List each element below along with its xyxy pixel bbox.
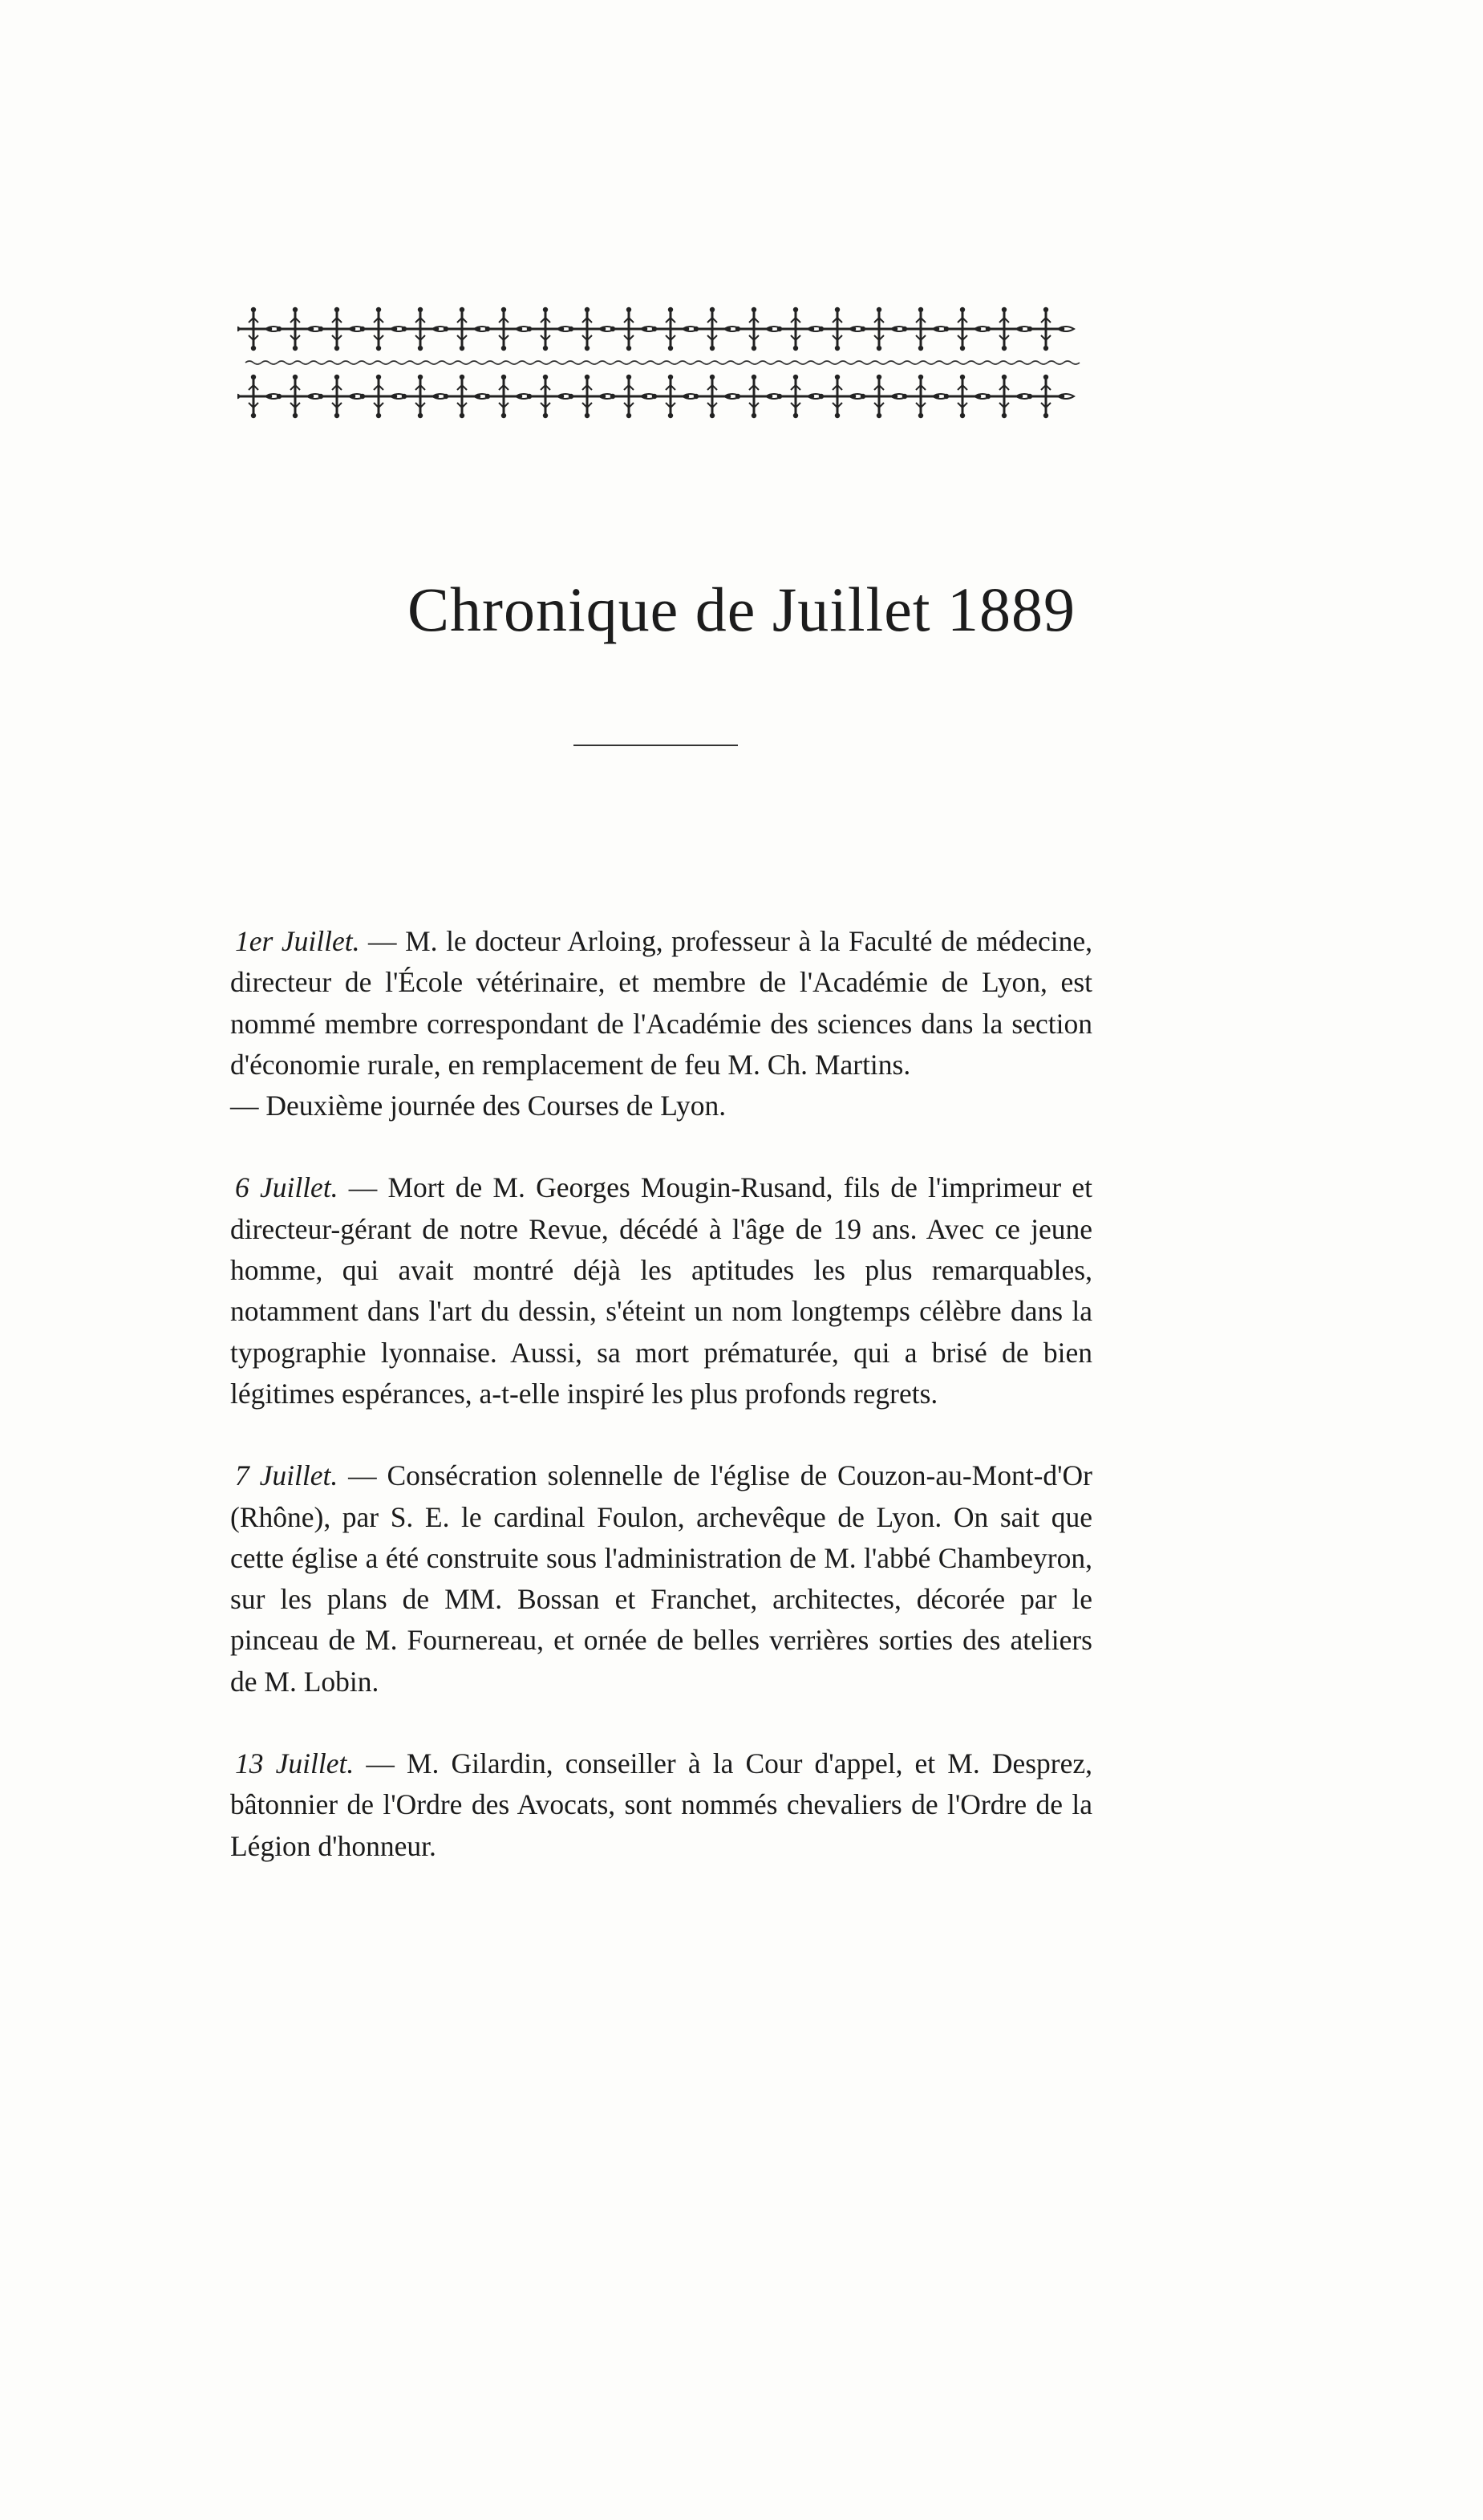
entry-date: 6 Juillet. [235,1171,338,1204]
chronicle-body [230,921,1092,1867]
entry-text: — M. le docteur Arloing, professeur à la Faculté de médecine, directeur de l'École vétérinaire, et membre de l'Académie de Lyon, est nommé membre correspondant de l'Académie des sciences dans la section d'économie rurale, en remplacement de feu M. Ch. Martins. [230,925,1093,1081]
entry-6-juillet [230,1167,1092,1414]
entry-text: — Mort de M. Georges Mougin-Rusand, fils de l'imprimeur et directeur-gérant de notre Revue, décédé à l'âge de 19 ans. Avec ce jeune homme, qui avait montré déjà les aptitudes les plus remarquables, notamment dans l'art du dessin, s'éteint un nom longtemps célèbre dans la typographie lyonnaise. Aussi, sa mort prématurée, qui a brisé de bien légitimes espérances, a-t-elle inspiré les plus profonds regrets. [230,1171,1093,1410]
entry-extra-line: — Deuxième journée des Courses de Lyon. [230,1090,727,1122]
entry-date: 7 Juillet. [235,1459,338,1492]
entry-date: 1er Juillet. [235,925,360,957]
entry-13-juillet [230,1743,1092,1867]
entry-text: — Consécration solennelle de l'église de Couzon-au-Mont-d'Or (Rhône), par S. E. le cardinal Foulon, archevêque de Lyon. On sait que cette église a été construite sous l'administration de M. l'abbé Chambeyron, sur les plans de MM. Bossan et Franchet, architectes, décorée par le pinceau de M. Fournereau, et ornée de belles verrières sorties des ateliers de M. Lobin. [230,1459,1092,1698]
page-title: Chronique de Juillet 1889 [407,574,1076,644]
entry-date: 13 Juillet. [235,1747,355,1780]
fleur-de-lis-border-icon [237,298,1088,427]
entry-text: — M. Gilardin, conseiller à la Cour d'appel, et M. Desprez, bâtonnier de l'Ordre des Avocats, sont nommés chevaliers de l'Ordre de la Légion d'honneur. [230,1747,1092,1862]
entry-7-juillet [230,1455,1092,1702]
entry-1er-juillet [230,921,1092,1126]
title-divider [573,745,738,746]
